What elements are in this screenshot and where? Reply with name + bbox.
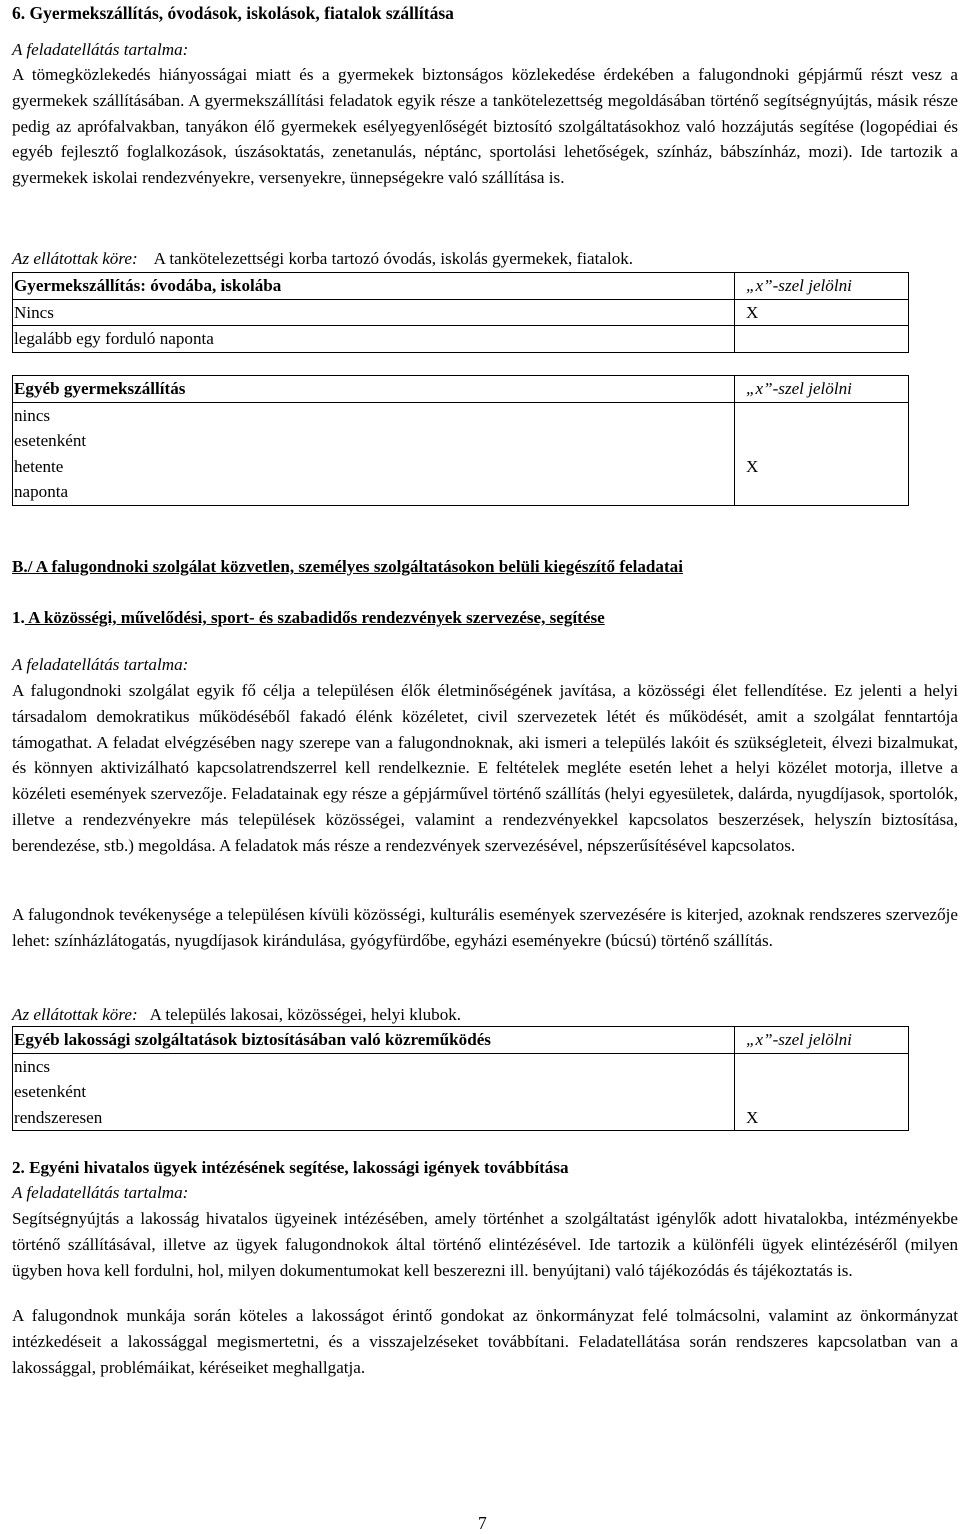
table-row (13, 479, 909, 505)
table-header-label: Egyéb gyermekszállítás (13, 376, 735, 403)
row-mark (735, 402, 909, 428)
row-label: esetenként (13, 428, 735, 454)
row-mark: X (735, 1105, 909, 1131)
table-header-mark: „x”-szel jelölni (735, 273, 909, 300)
row-label: naponta (13, 479, 735, 505)
section-1-paragraph-2: A falugondnok tevékenysége a településen kívüli közösségi, kulturális események szervezésére is kiterjed, azoknak rendszeres szervezője lehet: színházlátogatás, nyugdíjasok kirándulása, gyógyfürdőbe, egyházi eseményekre (búcsú) történő szállítás. (12, 905, 958, 950)
row-mark: X (735, 299, 909, 326)
row-mark (735, 479, 909, 505)
table-other-services (12, 1026, 909, 1131)
page-number: 7 (478, 1513, 487, 1533)
scope-label: Az ellátottak köre: (12, 249, 138, 268)
row-label: legalább egy forduló naponta (13, 326, 735, 353)
scope-label: Az ellátottak köre: (12, 1005, 138, 1024)
section-2-content-label: A feladatellátás tartalma: (12, 1183, 189, 1202)
table-header-row (13, 376, 909, 403)
table-row (13, 402, 909, 428)
row-mark: X (735, 454, 909, 480)
table-other-child-transport (12, 375, 909, 506)
section-1-content-label: A feladatellátás tartalma: (12, 655, 189, 674)
table-header-mark: „x”-szel jelölni (735, 1027, 909, 1054)
section-1-title-text: A közösségi, művelődési, sport- és szabadidős rendezvények szervezése, segítése (24, 608, 605, 627)
table-header-label: Gyermekszállítás: óvodába, iskolába (13, 273, 735, 300)
table-header-mark: „x”-szel jelölni (735, 376, 909, 403)
row-label: esetenként (13, 1079, 735, 1105)
scope-text: A település lakosai, közösségei, helyi klubok. (149, 1005, 462, 1024)
row-mark (735, 1053, 909, 1079)
section-1-scope (12, 1002, 958, 1028)
table-row (13, 454, 909, 480)
section-6-title: 6. Gyermekszállítás, óvodások, iskolások, fiatalok szállítása (12, 3, 454, 23)
table-child-transport-school (12, 272, 909, 353)
section-1-paragraph-1: A falugondnoki szolgálat egyik fő célja a településen élők életminőségének javítása, a közösségi élet fellendítése. Ez jelenti a helyi társadalom demokratikus működéséből fakadó élénk közéletet, civil szervezetek létét és működését, amit a szolgálat fenntartója támogathat. A feladat elvégzésében nagy szerepe van a falugondnoknak, aki ismeri a település lakóit és szükségleteit, élvezi bizalmukat, és könnyen aktivizálható kapcsolatrendszerrel kell rendelkeznie. E feltételek megléte esetén lehet a helyi közélet motorja, illetve a közéleti események szervezője. Feladatainak egy része a gépjárművel történő szállítás (helyi egyesületek, dalárda, nyugdíjasok, sportolók, illetve a rendezvényekre más települések közösségei, valamint a rendezvényekkel kapcsolatos beszerzések, helyszín biztosítása, berendezése, stb.) megoldása. A feladatok más része a rendezvények szervezésével, népszerűsítésével kapcsolatos. (12, 681, 958, 855)
row-mark (735, 326, 909, 353)
row-label: nincs (13, 402, 735, 428)
section-b-heading (12, 554, 958, 580)
section-b-prefix: B. (12, 557, 28, 576)
row-label: rendszeresen (13, 1105, 735, 1131)
section-2-title: 2. Egyéni hivatalos ügyek intézésének segítése, lakossági igények továbbítása (12, 1158, 569, 1177)
row-label: Nincs (13, 299, 735, 326)
table-row (13, 326, 909, 353)
section-1-title (12, 605, 958, 631)
table-row (13, 1053, 909, 1079)
table-header-row (13, 273, 909, 300)
section-6-paragraph: A tömegközlekedés hiányosságai miatt és a gyermekek biztonságos közlekedése érdekében a falugondnoki gépjármű részt vesz a gyermekek szállításában. A gyermekszállítási feladatok egyik része a tankötelezettség megoldásában történő segítségnyújtás, másik része pedig az aprófalvakban, tanyákon élő gyermekek esélyegyenlőségét biztosító szolgáltatásokhoz való hozzájutás segítése (logopédiai és egyéb fejlesztő foglalkozások, úszásoktatás, zenetanulás, néptánc, sportolási lehetőségek, színház, bábszínház, mozi). Ide tartozik a gyermekek iskolai rendezvényekre, versenyekre, ünnepségekre való szállítása is. (12, 65, 958, 188)
section-2-paragraph-1: Segítségnyújtás a lakosság hivatalos ügyeinek intézésében, amely történhet a szolgáltatást igénylők adott hivatalokba, intézményekbe történő szállításával, illetve az ügyek falugondnokok által történő elintézésével. Ide tartozik a különféli ügyek elintézéséről (milyen ügyben hova kell fordulni, hol, milyen dokumentumokat kell beszerezni ill. benyújtani) való tájékozódás és tájékoztatás is. (12, 1209, 958, 1280)
section-6-scope (12, 246, 958, 272)
row-mark (735, 428, 909, 454)
scope-text: A tankötelezettségi korba tartozó óvodás, iskolás gyermekek, fiatalok. (153, 249, 634, 268)
section-6-content-label: A feladatellátás tartalma: (12, 40, 189, 59)
table-header-row (13, 1027, 909, 1054)
table-header-label: Egyéb lakossági szolgáltatások biztosításában való közreműködés (13, 1027, 735, 1054)
section-1-number: 1. (12, 608, 25, 627)
row-mark (735, 1079, 909, 1105)
table-row (13, 299, 909, 326)
table-row (13, 1079, 909, 1105)
section-2-paragraph-2: A falugondnok munkája során köteles a lakosságot érintő gondokat az önkormányzat felé tolmácsolni, valamint az önkormányzat intézkedéseit a lakossággal megismertetni, és a visszajelzéseket továbbítani. Feladatellátása során rendszeres kapcsolatban van a lakossággal, problémáikat, kéréseiket meghallgatja. (12, 1306, 958, 1377)
table-row (13, 428, 909, 454)
row-label: nincs (13, 1053, 735, 1079)
section-b-heading-text: / A falugondnoki szolgálat közvetlen, személyes szolgáltatásokon belüli kiegészítő feladatai (27, 557, 683, 576)
row-label: hetente (13, 454, 735, 480)
table-row (13, 1105, 909, 1131)
